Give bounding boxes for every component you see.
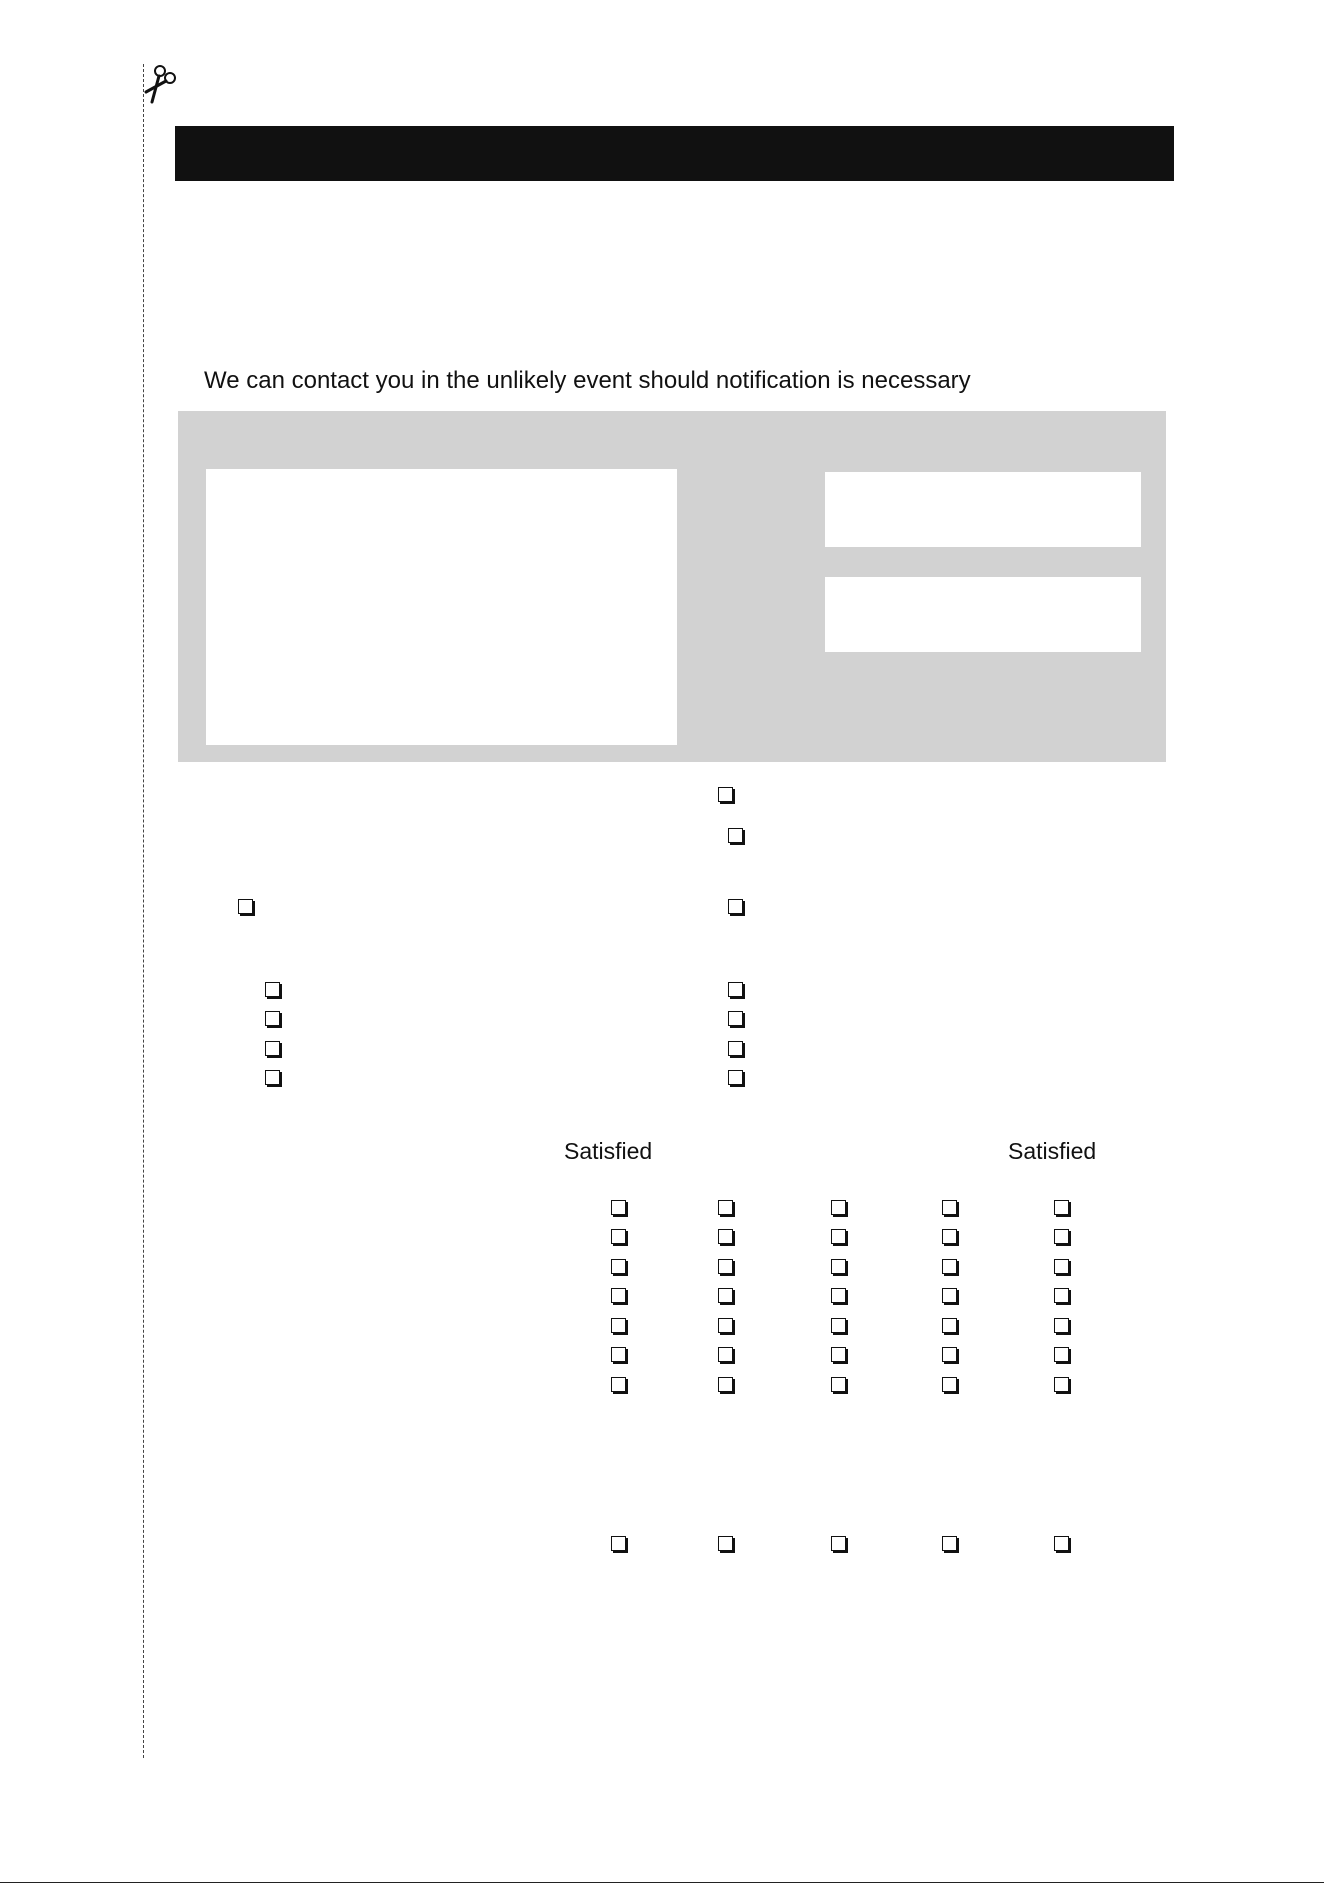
checkbox-icon[interactable] [942,1229,957,1244]
checkbox-icon[interactable] [238,899,253,914]
header-bar [175,126,1174,181]
checkbox-icon[interactable] [1054,1200,1069,1215]
checkbox-icon[interactable] [1054,1377,1069,1392]
checkbox-icon[interactable] [611,1200,626,1215]
checkbox-icon[interactable] [942,1377,957,1392]
checkbox-icon[interactable] [718,1200,733,1215]
email-field[interactable] [825,577,1141,652]
cut-line [143,64,144,1758]
checkbox-icon[interactable] [831,1347,846,1362]
checkbox-icon[interactable] [265,1070,280,1085]
checkbox-icon[interactable] [942,1318,957,1333]
checkbox-icon[interactable] [728,899,743,914]
checkbox-icon[interactable] [728,1041,743,1056]
checkbox-icon[interactable] [718,1347,733,1362]
checkbox-icon[interactable] [718,1318,733,1333]
checkbox-icon[interactable] [611,1347,626,1362]
checkbox-icon[interactable] [831,1536,846,1551]
checkbox-icon[interactable] [718,787,733,802]
checkbox-icon[interactable] [265,1041,280,1056]
checkbox-icon[interactable] [831,1259,846,1274]
checkbox-icon[interactable] [265,1011,280,1026]
checkbox-icon[interactable] [831,1288,846,1303]
checkbox-icon[interactable] [942,1347,957,1362]
checkbox-icon[interactable] [728,982,743,997]
checkbox-icon[interactable] [831,1200,846,1215]
checkbox-icon[interactable] [611,1318,626,1333]
checkbox-icon[interactable] [718,1288,733,1303]
checkbox-icon[interactable] [831,1229,846,1244]
scissors-icon [138,62,178,108]
checkbox-icon[interactable] [728,1011,743,1026]
checkbox-icon[interactable] [1054,1536,1069,1551]
checkbox-icon[interactable] [728,828,743,843]
checkbox-icon[interactable] [611,1259,626,1274]
checkbox-icon[interactable] [831,1318,846,1333]
checkbox-icon[interactable] [611,1288,626,1303]
scale-label-left: Satisfied [564,1138,653,1164]
phone-field[interactable] [825,472,1141,547]
checkbox-icon[interactable] [611,1536,626,1551]
checkbox-icon[interactable] [718,1377,733,1392]
checkbox-icon[interactable] [831,1377,846,1392]
checkbox-icon[interactable] [942,1288,957,1303]
checkbox-icon[interactable] [728,1070,743,1085]
checkbox-icon[interactable] [1054,1229,1069,1244]
checkbox-icon[interactable] [942,1536,957,1551]
checkbox-icon[interactable] [1054,1259,1069,1274]
checkbox-icon[interactable] [942,1200,957,1215]
checkbox-icon[interactable] [718,1536,733,1551]
address-field[interactable] [206,469,677,745]
checkbox-icon[interactable] [1054,1347,1069,1362]
checkbox-icon[interactable] [1054,1288,1069,1303]
checkbox-icon[interactable] [611,1377,626,1392]
checkbox-icon[interactable] [718,1259,733,1274]
checkbox-icon[interactable] [265,982,280,997]
checkbox-icon[interactable] [1054,1318,1069,1333]
intro-text: We can contact you in the unlikely event should notification is necessary [204,367,971,394]
checkbox-icon[interactable] [611,1229,626,1244]
scale-label-right: Satisfied [1008,1138,1097,1164]
checkbox-icon[interactable] [942,1259,957,1274]
checkbox-icon[interactable] [718,1229,733,1244]
